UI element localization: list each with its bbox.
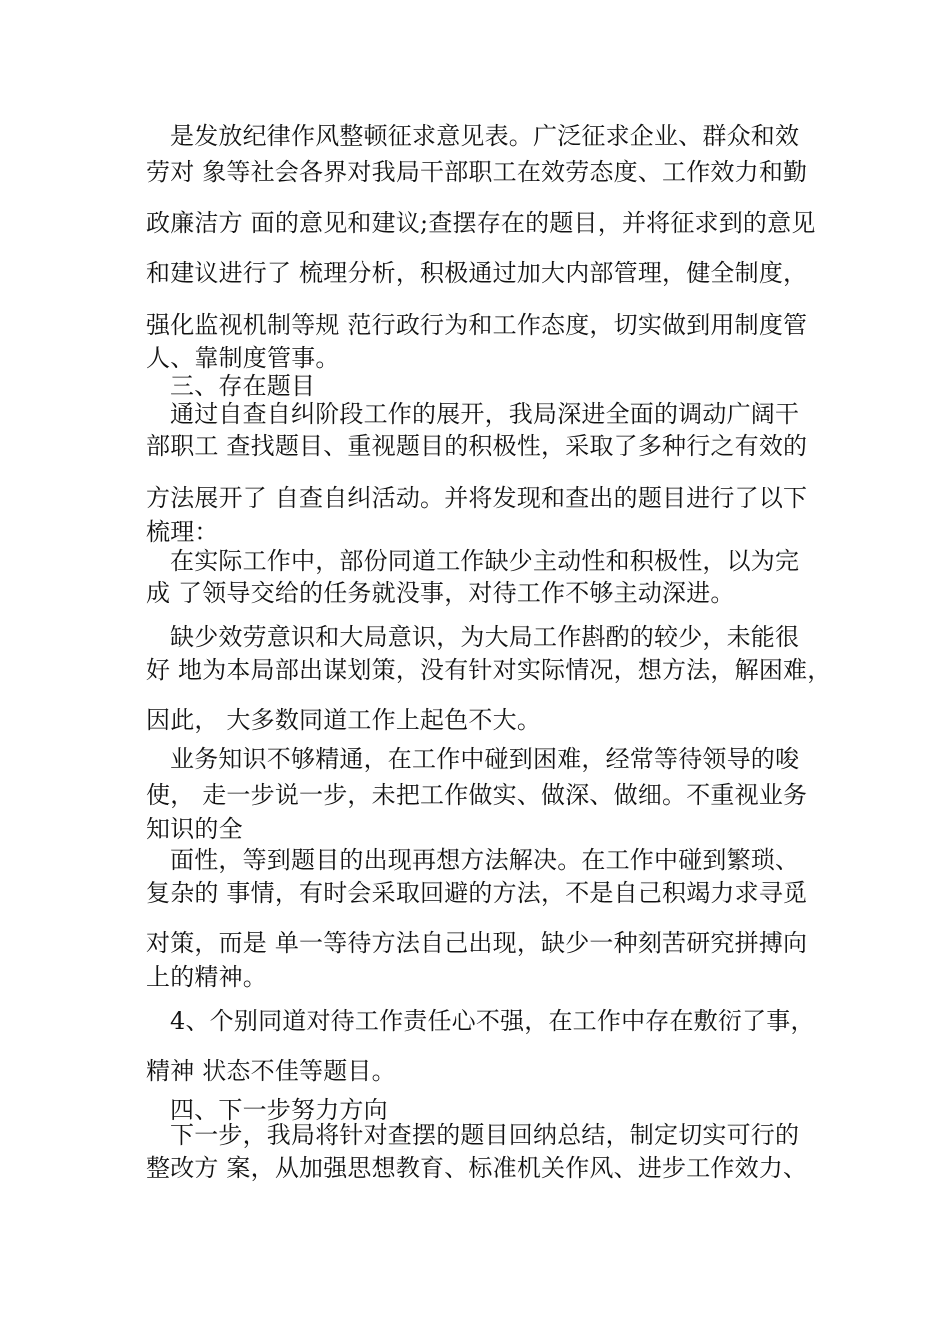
text-line: 是发放纪律作风整顿征求意见表。广泛征求企业、群众和效 [170,122,800,150]
text-line: 梳理： [146,518,219,546]
text-line: 在实际工作中，部份同道工作缺少主动性和积极性，以为完 [170,547,800,575]
text-line: 上的精神。 [146,963,267,991]
text-line: 部职工 查找题目、重视题目的积极性，采取了多种行之有效的 [146,432,808,460]
text-line: 通过自查自纠阶段工作的展开，我局深进全面的调动广阔干 [170,400,800,428]
text-line: 成 了领导交给的任务就没事，对待工作不够主动深进。 [146,579,735,607]
section-heading: 四、下一步努力方向 [170,1096,388,1124]
text-line: 政廉洁方 面的意见和建议;查摆存在的题目，并将征求到的意见 [146,209,816,237]
text-line: 因此， 大多数同道工作上起色不大。 [146,706,542,734]
text-line: 劳对 象等社会各界对我局干部职工在效劳态度、工作效力和勤 [146,158,808,186]
text-line: 人、靠制度管事。 [146,344,340,372]
text-line: 知识的全 [146,815,243,843]
text-line: 整改方 案，从加强思想教育、标准机关作风、进步工作效力、 [146,1154,808,1182]
text-line: 4、个别同道对待工作责任心不强，在工作中存在敷衍了事， [170,1007,815,1035]
text-line: 使， 走一步说一步，未把工作做实、做深、做细。不重视业务 [146,781,808,809]
text-line: 面性，等到题目的出现再想方法解决。在工作中碰到繁琐、 [170,846,800,874]
text-line: 缺少效劳意识和大局意识，为大局工作斟酌的较少，未能很 [170,623,800,651]
text-line: 方法展开了 自查自纠活动。并将发现和查出的题目进行了以下 [146,484,808,512]
text-line: 强化监视机制等规 范行政行为和工作态度，切实做到用制度管 [146,311,808,339]
text-line: 下一步，我局将针对查摆的题目回纳总结，制定切实可行的 [170,1121,800,1149]
text-line: 业务知识不够精通，在工作中碰到困难，经常等待领导的唆 [170,745,800,773]
section-heading: 三、存在题目 [170,372,316,400]
text-line: 和建议进行了 梳理分析，积极通过加大内部管理，健全制度， [146,259,808,287]
text-line: 好 地为本局部出谋划策，没有针对实际情况，想方法，解困难， [146,656,832,684]
text-line: 复杂的 事情，有时会采取回避的方法，不是自己积竭力求寻觅 [146,879,808,907]
text-line: 精神 状态不佳等题目。 [146,1057,396,1085]
text-line: 对策，而是 单一等待方法自己出现，缺少一种刻苦研究拼搏向 [146,929,808,957]
